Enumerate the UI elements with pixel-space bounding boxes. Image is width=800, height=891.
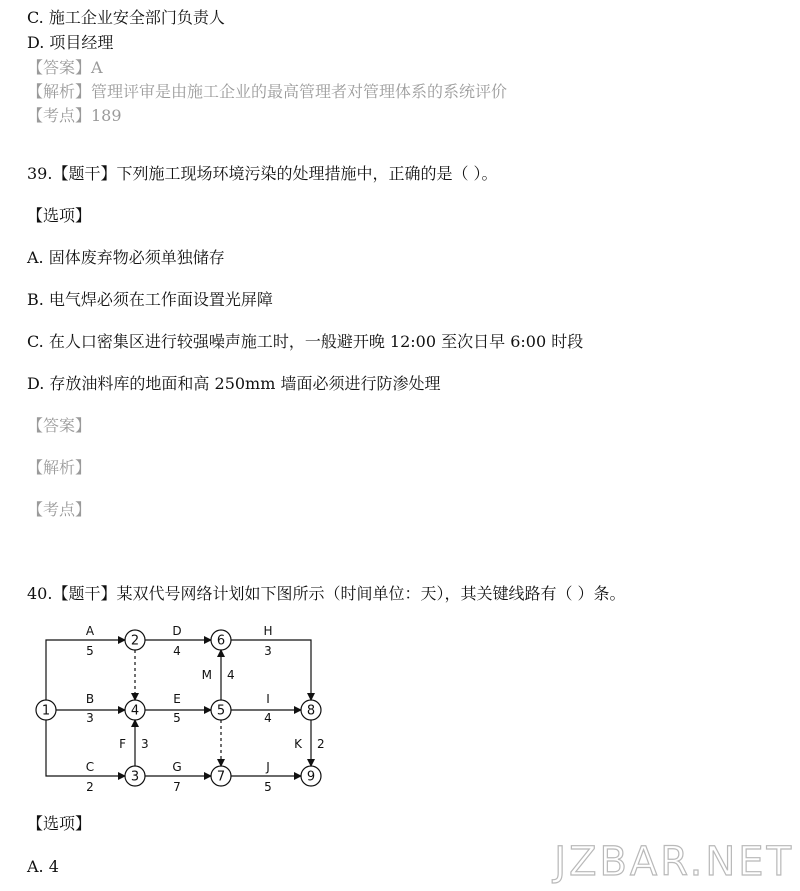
q39-option-c: C. 在人口密集区进行较强噪声施工时，一般避开晚 12:00 至次日早 6:00 时段 — [27, 332, 584, 351]
activity-label-D: D — [172, 624, 182, 638]
activity-duration-F: 3 — [141, 737, 149, 751]
node-label-2: 2 — [130, 633, 140, 649]
activity-duration-M: 4 — [227, 668, 235, 682]
activity-label-I: I — [266, 692, 270, 706]
activity-duration-B: 3 — [86, 711, 94, 725]
node-label-3: 3 — [130, 769, 140, 785]
activity-duration-A: 5 — [86, 644, 94, 658]
q39-stem: 39.【题干】下列施工现场环境污染的处理措施中，正确的是（ ）。 — [27, 164, 498, 183]
node-label-8: 8 — [306, 703, 316, 719]
node-label-6: 6 — [216, 633, 226, 649]
activity-label-J: J — [266, 760, 270, 774]
activity-label-E: E — [173, 692, 181, 706]
watermark-logo: JZBAR.NET — [554, 839, 794, 885]
activity-label-A: A — [85, 624, 95, 638]
activity-label-F: F — [119, 737, 126, 751]
activity-duration-G: 7 — [173, 780, 181, 794]
activity-duration-C: 2 — [86, 780, 94, 794]
activity-label-G: G — [172, 760, 182, 774]
q39-kaodian: 【考点】 — [27, 500, 92, 519]
activity-duration-D: 4 — [173, 644, 181, 658]
activity-label-K: K — [294, 737, 302, 751]
q39-options-header: 【选项】 — [27, 206, 92, 225]
q39-option-b: B. 电气焊必须在工作面设置光屏障 — [27, 290, 273, 309]
activity-label-M: M — [201, 668, 212, 682]
activity-duration-E: 5 — [173, 711, 181, 725]
activity-label-C: C — [85, 760, 95, 774]
activity-duration-K: 2 — [317, 737, 325, 751]
q38-kaodian: 【考点】189 — [27, 106, 122, 125]
q38-answer: 【答案】A — [27, 58, 103, 77]
q39-analysis: 【解析】 — [27, 458, 92, 477]
q38-analysis: 【解析】管理评审是由施工企业的最高管理者对管理体系的系统评价 — [27, 82, 508, 101]
q40-options-header: 【选项】 — [27, 814, 92, 833]
q40-option-a: A. 4 — [27, 857, 59, 876]
network-diagram — [30, 615, 340, 795]
q38-option-c: C. 施工企业安全部门负责人 — [27, 8, 225, 27]
node-label-9: 9 — [306, 769, 316, 785]
node-label-1: 1 — [41, 703, 51, 719]
activity-duration-J: 5 — [264, 780, 272, 794]
q40-stem: 40.【题干】某双代号网络计划如下图所示（时间单位：天），其关键线路有（ ）条。 — [27, 584, 626, 603]
q39-answer: 【答案】 — [27, 416, 92, 435]
node-label-5: 5 — [216, 703, 226, 719]
activity-duration-H: 3 — [264, 644, 272, 658]
q38-option-d: D. 项目经理 — [27, 33, 114, 52]
q39-option-a: A. 固体废弃物必须单独储存 — [27, 248, 225, 267]
q39-option-d: D. 存放油料库的地面和高 250mm 墙面必须进行防渗处理 — [27, 374, 441, 393]
activity-duration-I: 4 — [264, 711, 272, 725]
activity-label-H: H — [263, 624, 273, 638]
node-label-7: 7 — [216, 769, 226, 785]
node-label-4: 4 — [130, 703, 140, 719]
activity-label-B: B — [85, 692, 95, 706]
